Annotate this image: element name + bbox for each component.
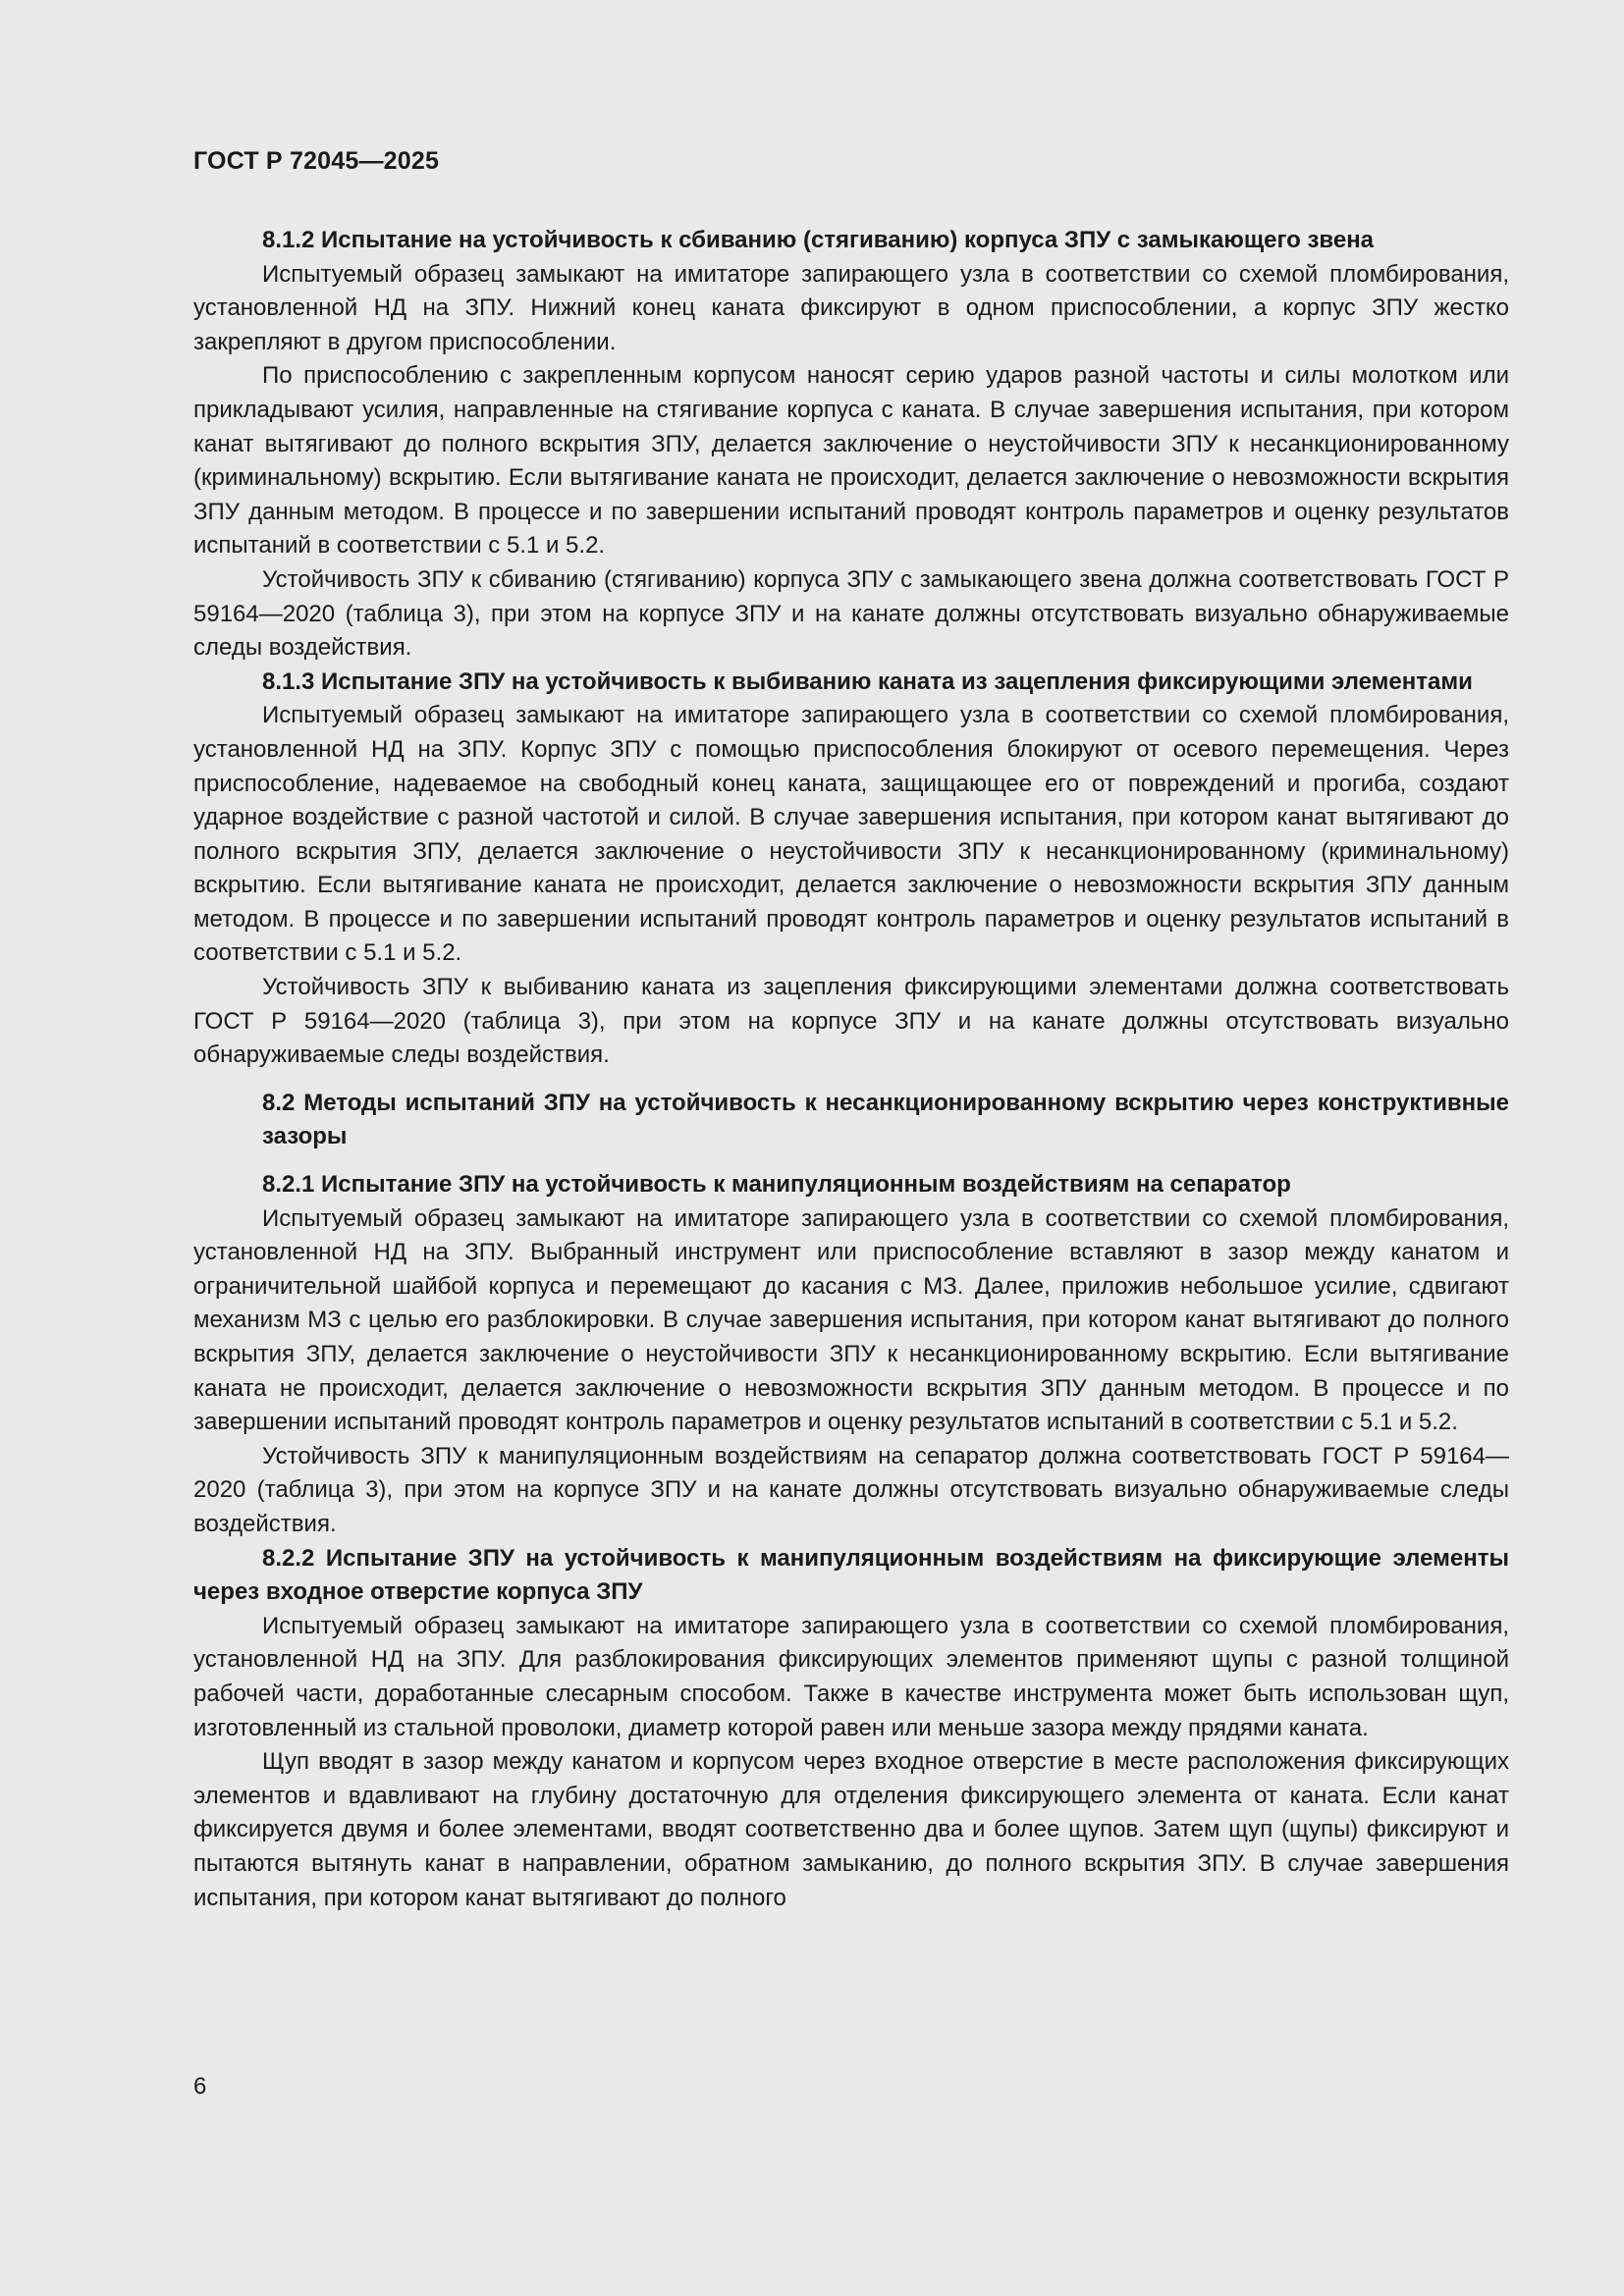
paragraph: Испытуемый образец замыкают на имитаторе запирающего узла в соответствии со схемой пломбирования, установленной НД на ЗПУ. Выбранный инструмент или приспособление вставляют в зазор между канатом и ограничительной шайбой корпуса и перемещают до касания с МЗ. Далее, приложив небольшое усилие, сдвигают механизм МЗ с целью его разблокировки. В случае завершения испытания, при котором канат вытягивают до полного вскрытия ЗПУ, делается заключение о неустойчивости ЗПУ к несанкционированному вскрытию. Если вытягивание каната не происходит, делается заключение о невозможности вскрытия ЗПУ данным методом. В процессе и по завершении испытаний проводят контроль параметров и оценку результатов испытаний в соответствии с 5.1 и 5.2. — [193, 1204, 1509, 1436]
document-header: ГОСТ Р 72045—2025 — [193, 147, 440, 175]
paragraph: Устойчивость ЗПУ к сбиванию (стягиванию) корпуса ЗПУ с замыкающего звена должна соответствовать ГОСТ Р 59164—2020 (таблица 3), при этом на корпусе ЗПУ и на канате должны отсутствовать визуально обнаруживаемые следы воздействия. — [193, 565, 1509, 662]
paragraph: Устойчивость ЗПУ к манипуляционным воздействиям на сепаратор должна соответствовать ГОСТ Р 59164—2020 (таблица 3), при этом на корпусе ЗПУ и на канате должны отсутствовать визуально обнаруживаемые следы воздействия. — [193, 1442, 1509, 1537]
section-heading-8-2: 8.2 Методы испытаний ЗПУ на устойчивость к несанкционированному вскрытию через конструктивные зазоры — [262, 1089, 1509, 1150]
paragraph: Испытуемый образец замыкают на имитаторе запирающего узла в соответствии со схемой пломбирования, установленной НД на ЗПУ. Корпус ЗПУ с помощью приспособления блокируют от осевого перемещения. Через приспособление, надеваемое на свободный конец каната, защищающее его от повреждений и прогиба, создают ударное воздействие с разной частотой и силой. В случае завершения испытания, при котором канат вытягивают до полного вскрытия ЗПУ, делается заключение о неустойчивости ЗПУ к несанкционированному (криминальному) вскрытию. Если вытягивание каната не происходит, делается заключение о невозможности вскрытия ЗПУ данным методом. В процессе и по завершении испытаний проводят контроль параметров и оценку результатов испытаний в соответствии с 5.1 и 5.2. — [193, 702, 1509, 967]
section-heading-8-1-3: 8.1.3 Испытание ЗПУ на устойчивость к выбиванию каната из зацепления фиксирующими элементами — [262, 667, 1473, 695]
document-body — [193, 224, 1509, 1915]
page-number: 6 — [193, 2073, 207, 2100]
section-heading-8-2-2: 8.2.2 Испытание ЗПУ на устойчивость к манипуляционным воздействиям на фиксирующие элементы через входное отверстие корпуса ЗПУ — [193, 1544, 1509, 1606]
paragraph: Испытуемый образец замыкают на имитаторе запирающего узла в соответствии со схемой пломбирования, установленной НД на ЗПУ. Нижний конец каната фиксируют в одном приспособлении, а корпус ЗПУ жестко закрепляют в другом приспособлении. — [193, 260, 1509, 355]
paragraph: Щуп вводят в зазор между канатом и корпусом через входное отверстие в месте расположения фиксирующих элементов и вдавливают на глубину достаточную для отделения фиксирующего элемента от каната. Если канат фиксируется двумя и более элементами, вводят соответственно два и более щупов. Затем щуп (щупы) фиксируют и пытаются вытянуть канат в направлении, обратном замыканию, до полного вскрытия ЗПУ. В случае завершения испытания, при котором канат вытягивают до полного — [193, 1748, 1509, 1911]
paragraph: Устойчивость ЗПУ к выбиванию каната из зацепления фиксирующими элементами должна соответствовать ГОСТ Р 59164—2020 (таблица 3), при этом на корпусе ЗПУ и на канате должны отсутствовать визуально обнаруживаемые следы воздействия. — [193, 974, 1509, 1069]
section-heading-8-2-1: 8.2.1 Испытание ЗПУ на устойчивость к манипуляционным воздействиям на сепаратор — [262, 1171, 1291, 1199]
paragraph: Испытуемый образец замыкают на имитаторе запирающего узла в соответствии со схемой пломбирования, установленной НД на ЗПУ. Для разблокирования фиксирующих элементов применяют щупы с разной толщиной рабочей части, доработанные слесарным способом. Также в качестве инструмента может быть использован щуп, изготовленный из стальной проволоки, диаметр которой равен или меньше зазора между прядями каната. — [193, 1612, 1509, 1741]
section-heading-8-1-2: 8.1.2 Испытание на устойчивость к сбиванию (стягиванию) корпуса ЗПУ с замыкающего звена — [262, 227, 1375, 253]
paragraph: По приспособлению с закрепленным корпусом наносят серию ударов разной частоты и силы молотком или прикладывают усилия, направленные на стягивание корпуса с каната. В случае завершения испытания, при котором канат вытягивают до полного вскрытия ЗПУ, делается заключение о неустойчивости ЗПУ к несанкционированному (криминальному) вскрытию. Если вытягивание каната не происходит, делается заключение о невозможности вскрытия ЗПУ данным методом. В процессе и по завершении испытаний проводят контроль параметров и оценку результатов испытаний в соответствии с 5.1 и 5.2. — [193, 362, 1509, 560]
